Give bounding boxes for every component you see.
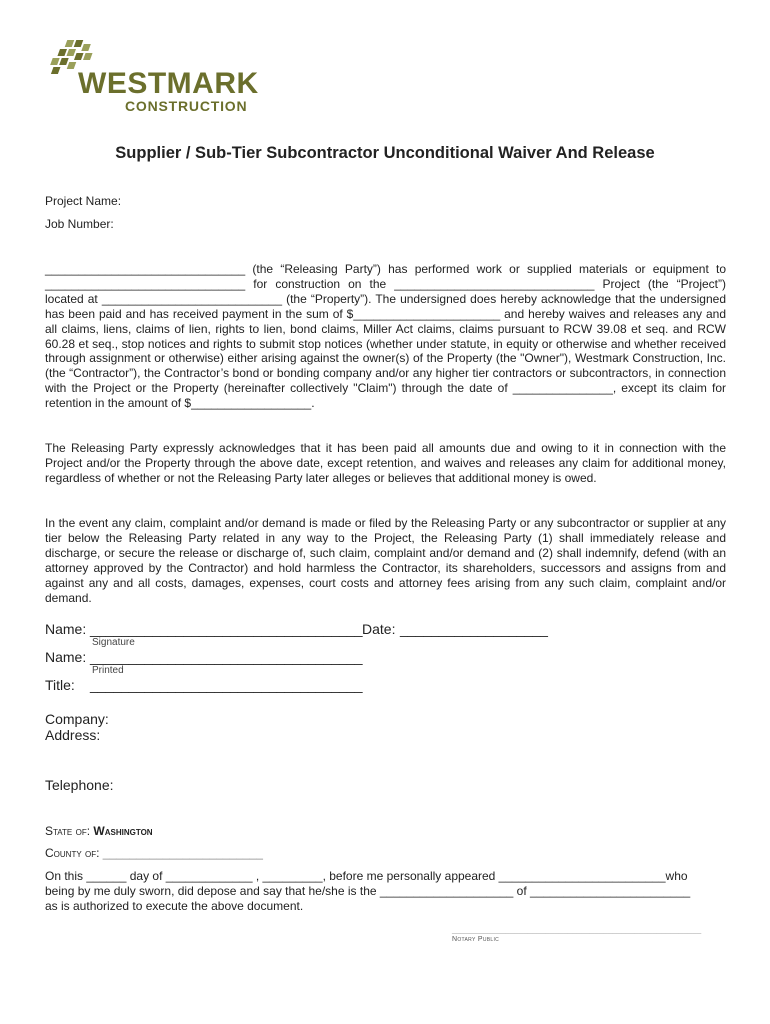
- state-label: State of:: [45, 824, 91, 838]
- telephone-label: Telephone:: [45, 777, 114, 793]
- indemnity-paragraph: In the event any claim, complaint and/or demand is made or filed by the Releasing Party or any subcontractor or supplier at any tier below the Releasing Party related in any way to the Project, the Releasing Party (1) shall immediately release and discharge, or secure the release or discharge of, such claim, complaint and/or demand and (2) shall indemnify, defend (with an attorney approved by the Contractor) and hold harmless the Contractor, its shareholders, successors and assigns from and against any and all costs, damages, expenses, court costs and attorney fees arising from any such claim, complaint and/or demand.: [45, 516, 726, 605]
- title-line[interactable]: ___________________________________: [90, 677, 363, 693]
- printed-caption: Printed: [92, 665, 124, 676]
- job-number-label: Job Number:: [45, 217, 114, 231]
- state-row: [45, 824, 153, 838]
- release-paragraph: ______________________________ (the “Releasing Party”) has performed work or supplied materials or equipment to ______________________________ for construction on the ______________________________ Project (the “Project”) located at ___________________________ (the “Property”). The undersigned does hereby acknowledge that the undersigned has been paid and has received payment in the sum of $______________________ and hereby waives and releases any and all claims, liens, claims of lien, rights to lien, bond claims, Miller Act claims, claims pursuant to RCW 39.08 et seq. and RCW 60.28 et seq., stop notices and rights to submit stop notices (whether under statute, in equity or otherwise and whether received through assignment or otherwise) either arising against the owner(s) of the Property (the "Owner"), Westmark Construction, Inc. (the “Contractor”), the Contractor’s bond or bonding company and/or any higher tier contractors or subcontractors, in connection with the Project or the Property (hereinafter collectively "Claim") through the date of _______________, except its claim for retention in the amount of $__________________.: [45, 262, 726, 411]
- notary-line-2: being by me duly sworn, did depose and say that he/she is the ____________________ of ________________________: [45, 884, 691, 898]
- county-label: County of:: [45, 846, 100, 860]
- logo-wordmark: WESTMARK: [78, 67, 259, 100]
- printed-name-label: Name:: [45, 649, 87, 665]
- state-value: Washington: [93, 824, 153, 838]
- signature-name-line[interactable]: ___________________________________: [90, 621, 363, 637]
- notary-line-1: On this ______ day of _____________ , _________, before me personally appeared _________________________who: [45, 869, 688, 883]
- date-label: Date:: [362, 621, 396, 637]
- printed-name-line[interactable]: ___________________________________: [90, 649, 363, 665]
- county-line[interactable]: ________________________: [102, 846, 263, 860]
- signature-caption: Signature: [92, 637, 135, 648]
- document-title: Supplier / Sub-Tier Subcontractor Unconditional Waiver And Release: [115, 144, 655, 162]
- notary-line-3: as is authorized to execute the above document.: [45, 899, 304, 913]
- county-row: [45, 846, 263, 860]
- signature-name-label: Name:: [45, 621, 87, 637]
- project-name-label: Project Name:: [45, 194, 122, 208]
- date-line[interactable]: ___________________: [400, 621, 548, 637]
- notary-signature-line[interactable]: ________________________________________________________: [452, 925, 702, 934]
- logo-subtitle: CONSTRUCTION: [125, 98, 248, 114]
- company-label: Company:: [45, 711, 109, 727]
- address-label: Address:: [45, 727, 101, 743]
- title-label: Title:: [45, 677, 75, 693]
- notary-public-label: Notary Public: [452, 936, 500, 943]
- company-logo: [50, 38, 260, 118]
- acknowledgment-paragraph: The Releasing Party expressly acknowledges that it has been paid all amounts due and owing to it in connection with the Project and/or the Property through the above date, except retention, and waives and releases any claim for additional money, regardless of whether or not the Releasing Party later alleges or believes that additional money is owed.: [45, 441, 726, 485]
